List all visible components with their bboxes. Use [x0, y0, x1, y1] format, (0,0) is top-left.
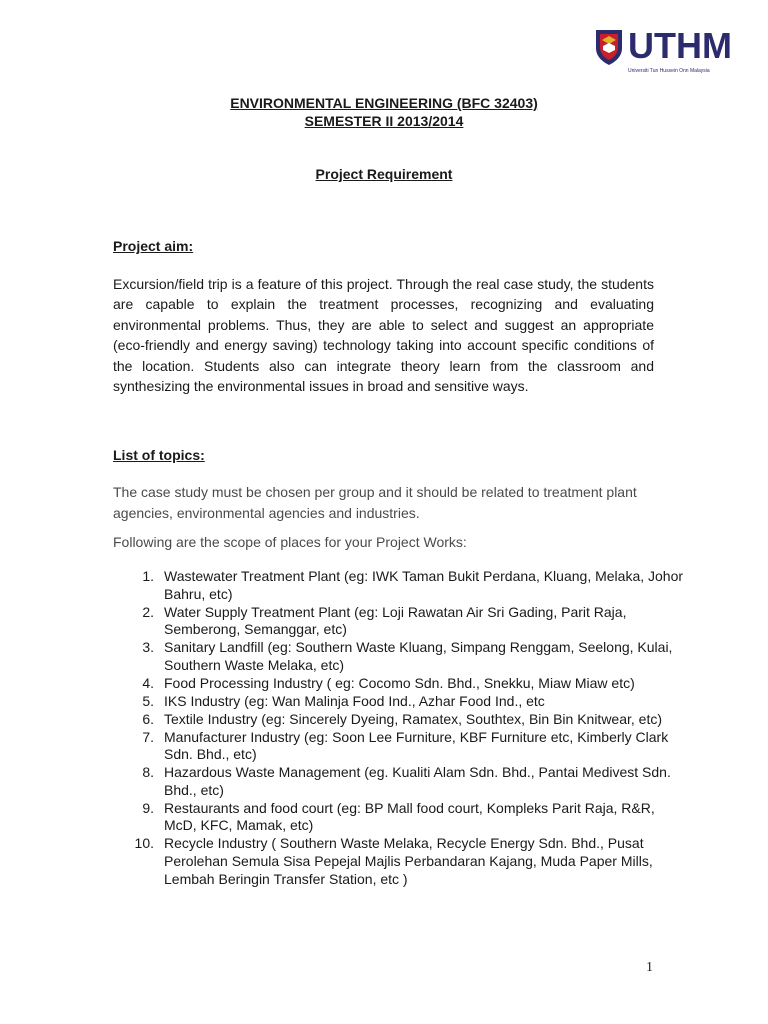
topics-intro: The case study must be chosen per group and it should be related to treatment plant agencies, environmental agencies and industries.	[113, 484, 637, 521]
scope-intro: Following are the scope of places for your Project Works:	[113, 534, 467, 550]
semester-title: SEMESTER II 2013/2014	[304, 113, 464, 129]
uthm-logo	[594, 26, 734, 80]
shield-icon	[594, 28, 624, 66]
list-item: 1. Wastewater Treatment Plant (eg: IWK Taman Bukit Perdana, Kluang, Melaka, Johor Bahru, etc)	[142, 568, 684, 602]
list-item: 9. Restaurants and food court (eg: BP Mall food court, Kompleks Parit Raja, R&R, McD, KFC, Mamak, etc)	[142, 799, 655, 834]
list-item: 6. Textile Industry (eg: Sincerely Dyeing, Ramatex, Southtex, Bin Bin Knitwear, etc)	[142, 710, 663, 727]
places-list	[130, 568, 690, 889]
list-item: 5. IKS Industry (eg: Wan Malinja Food Ind., Azhar Food Ind., etc	[142, 692, 545, 709]
course-title: ENVIRONMENTAL ENGINEERING (BFC 32403)	[230, 95, 538, 111]
logo-subtitle: Universiti Tun Hussein Onn Malaysia	[628, 68, 710, 74]
list-item: 2. Water Supply Treatment Plant (eg: Loji Rawatan Air Sri Gading, Parit Raja, Semberong, Semanggar, etc)	[142, 603, 627, 638]
list-item: 10. Recycle Industry ( Southern Waste Melaka, Recycle Energy Sdn. Bhd., Pusat Perolehan Semula Sisa Pepejal Majlis Perbandaran Kajang, Muda Paper Mills, Lembah Beringin Transfer Station, etc )	[134, 835, 653, 887]
topics-heading: List of topics:	[113, 447, 205, 463]
list-item: 7. Manufacturer Industry (eg: Soon Lee Furniture, KBF Furniture etc, Kimberly Clark Sdn. Bhd., etc)	[142, 728, 669, 763]
page-number: 1	[646, 960, 653, 975]
project-aim-paragraph: Excursion/field trip is a feature of this project. Through the real case study, the students are capable to explain the treatment processes, recognizing and evaluating environmental problems. Thus, they are able to select and suggest an appropriate (eco-friendly and energy saving) technology taking into account specific conditions of the location. Students also can integrate theory learn from the classroom and synthesizing the environmental issues in broad and sensitive ways.	[113, 276, 654, 395]
document-title: Project Requirement	[315, 166, 453, 182]
project-aim-heading: Project aim:	[113, 238, 194, 254]
list-item: 3. Sanitary Landfill (eg: Southern Waste Kluang, Simpang Renggam, Seelong, Kulai, Southern Waste Melaka, etc)	[142, 639, 673, 673]
logo-wordmark: UTHM	[628, 25, 732, 66]
list-item: 8. Hazardous Waste Management (eg. Kualiti Alam Sdn. Bhd., Pantai Medivest Sdn. Bhd., etc)	[142, 764, 671, 798]
list-item: 4. Food Processing Industry ( eg: Cocomo Sdn. Bhd., Snekku, Miaw Miaw etc)	[142, 674, 635, 691]
